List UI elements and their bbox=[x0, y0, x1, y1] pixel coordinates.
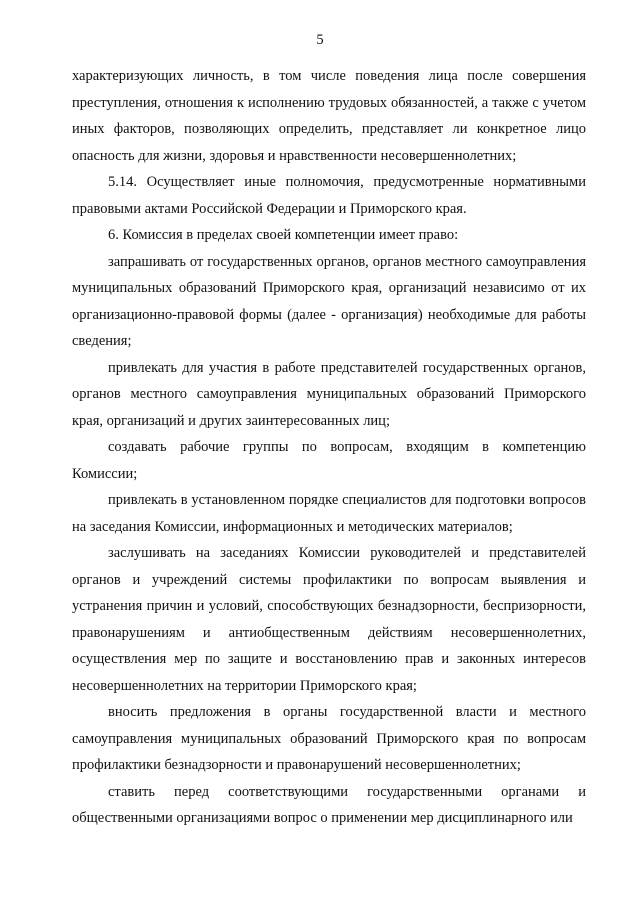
paragraph-continuation: характеризующих личность, в том числе поведения лица после совершения преступления, отношения к исполнению трудовых обязанностей, а также с учетом иных факторов, позволяющих определить, представляет ли конкретное лицо опасность для жизни, здоровья и нравственности несовершеннолетних; bbox=[72, 68, 586, 164]
paragraph-hear-heads: заслушивать на заседаниях Комиссии руководителей и представителей органов и учреждений системы профилактики по вопросам выявления и устранения причин и условий, способствующих безнадзорности, беспризорности, правонарушениям и антиобщественным действиям несовершеннолетних, осуществления мер по защите и восстановлению прав и законных интересов несовершеннолетних на территории Приморского края; bbox=[72, 545, 586, 694]
document-body bbox=[72, 63, 586, 832]
paragraph-make-proposals: вносить предложения в органы государственной власти и местного самоуправления муниципальных образований Приморского края по вопросам профилактики безнадзорности и правонарушений несовершеннолетних; bbox=[72, 704, 586, 773]
page-number: 5 bbox=[316, 32, 324, 48]
paragraph-5-14: 5.14. Осуществляет иные полномочия, предусмотренные нормативными правовыми актами Российской Федерации и Приморского края. bbox=[72, 174, 586, 217]
paragraph-involve-representatives: привлекать для участия в работе представителей государственных органов, органов местного самоуправления муниципальных образований Приморского края, организаций и других заинтересованных лиц; bbox=[72, 359, 586, 429]
paragraph-raise-question: ставить перед соответствующими государственными органами и общественными организациями вопрос о применении мер дисциплинарного или bbox=[72, 783, 586, 826]
paragraph-6: 6. Комиссия в пределах своей компетенции имеет право: bbox=[108, 227, 459, 243]
paragraph-request-info: запрашивать от государственных органов, органов местного самоуправления муниципальных образований Приморского края, организаций независимо от их организационно-правовой формы (далее - организация) необходимые для работы сведения; bbox=[72, 253, 586, 349]
paragraph-involve-specialists: привлекать в установленном порядке специалистов для подготовки вопросов на заседания Комиссии, информационных и методических материалов; bbox=[72, 492, 586, 535]
paragraph-working-groups: создавать рабочие группы по вопросам, входящим в компетенцию Комиссии; bbox=[72, 439, 586, 482]
